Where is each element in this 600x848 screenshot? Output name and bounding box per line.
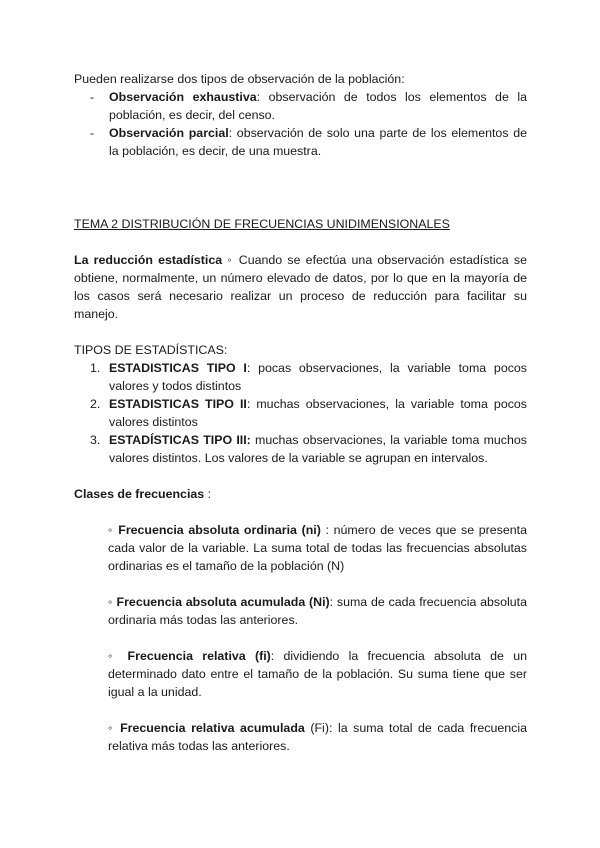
list-item-term: ESTADÍSTICAS TIPO III:: [109, 433, 251, 447]
classes-heading-suffix: :: [204, 487, 212, 501]
list-item-text: muchas observaciones, la variable toma muchos valores distintos. Los valores de la variable se agrupan en intervalos.: [109, 433, 527, 465]
frequency-text: : número de veces que se presenta cada valor de la variable. La suma total de todas las frecuencias absolutas ordinarias es el tamaño de la población (N): [108, 523, 527, 573]
number-marker: 3.: [90, 433, 101, 447]
frequency-text: : dividiendo la frecuencia absoluta de un determinado dato entre el tamaño de la población. Su suma tiene que ser igual a la unidad.: [108, 649, 528, 699]
intro-paragraph: Pueden realizarse dos tipos de observación de la población:: [74, 72, 405, 86]
document-page: [74, 70, 527, 755]
frequency-item: [74, 647, 527, 701]
frequency-term: Frecuencia relativa acumulada: [120, 721, 305, 735]
list-item: [74, 88, 527, 124]
bullet-icon: ◦: [227, 253, 234, 267]
frequency-text: (Fi): la suma total de cada frecuencia relativa más todas las anteriores.: [108, 721, 527, 753]
types-heading: [74, 341, 527, 359]
list-item: [74, 359, 527, 395]
classes-heading-text: Clases de frecuencias: [74, 487, 205, 501]
frequency-term: Frecuencia absoluta ordinaria (ni): [118, 523, 321, 537]
section-title: TEMA 2 DISTRIBUCIÓN DE FRECUENCIAS UNIDIMENSIONALES: [74, 217, 450, 231]
types-heading-text: TIPOS DE ESTADÍSTICAS: [74, 343, 224, 357]
list-item-term: Observación exhaustiva: [109, 90, 257, 104]
frequency-text: : suma de cada frecuencia absoluta ordinaria más todas las anteriores.: [108, 595, 528, 627]
frequency-item: [74, 521, 527, 575]
number-marker: 2.: [90, 397, 101, 411]
dash-marker: -: [90, 90, 95, 104]
dash-marker: -: [90, 126, 95, 140]
frequency-term: Frecuencia relativa (fi): [127, 649, 271, 663]
frequency-item: [74, 719, 527, 755]
reduction-paragraph: [74, 251, 527, 323]
bullet-icon: ◦: [108, 595, 117, 609]
list-item-text: : pocas observaciones, la variable toma pocos valores y todos distintos: [109, 361, 527, 393]
list-item-text: : observación de todos los elementos de la población, es decir, del censo.: [109, 90, 527, 122]
reduction-term: La reducción estadística: [74, 253, 223, 267]
reduction-text: Cuando se efectúa una observación estadística se obtiene, normalmente, un número elevado de datos, por lo que en la mayoría de los casos será necesario realizar un proceso de reducción para facilitar su manejo.: [74, 253, 527, 321]
list-item-text: : observación de solo una parte de los elementos de la población, es decir, de una muestra.: [109, 126, 527, 158]
statistic-types-list: [74, 359, 527, 467]
list-item-term: ESTADISTICAS TIPO II: [109, 397, 247, 411]
frequency-term: Frecuencia absoluta acumulada (Ni): [116, 595, 330, 609]
observation-types-list: [74, 88, 527, 160]
bullet-icon: ◦: [108, 523, 119, 537]
number-marker: 1.: [90, 361, 101, 375]
list-item: [74, 395, 527, 431]
bullet-icon: ◦: [108, 649, 128, 663]
list-item: [74, 124, 527, 160]
list-item: [74, 431, 527, 467]
list-item-text: : muchas observaciones, la variable toma pocos valores distintos: [109, 397, 527, 429]
frequency-item: [74, 593, 527, 629]
classes-heading: [74, 485, 527, 503]
types-heading-suffix: :: [223, 343, 228, 357]
list-item-term: ESTADISTICAS TIPO I: [109, 361, 247, 375]
list-item-term: Observación parcial: [109, 126, 229, 140]
bullet-icon: ◦: [108, 721, 121, 735]
